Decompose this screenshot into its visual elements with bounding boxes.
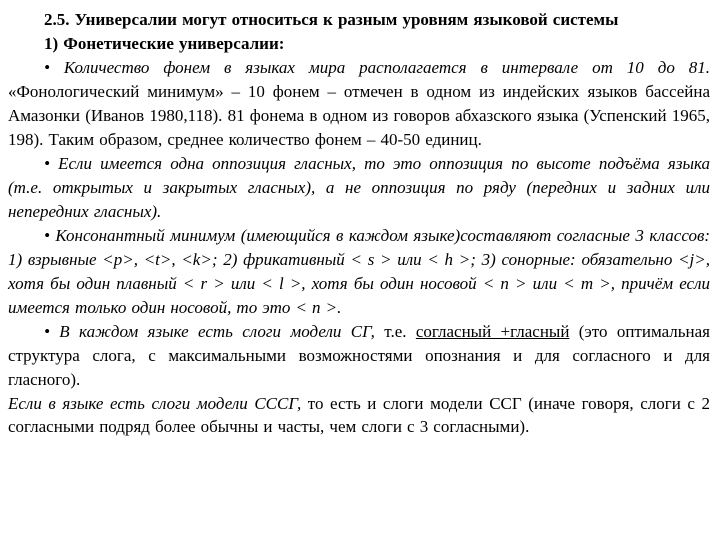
text-run: т.е. <box>374 321 416 341</box>
paragraph <box>8 152 710 224</box>
text-run: • Консонантный минимум (имеющийся в каждом языке)составляют согласные 3 классов: 1) взрывные <p>, <t>, <k>; 2) фрикативный < s > или < h >; 3) сонорные: обязательно <j>, хотя бы один плавный < r > или < l >, хотя бы один носовой < n > или < m >, причём если имеется только один носовой, то это < n >. <box>8 225 710 317</box>
text-run: Если в языке есть слоги модели СССГ, <box>8 393 302 413</box>
text-run: согласный +гласный <box>415 321 570 341</box>
text-run: • Если имеется одна оппозиция гласных, то это оппозиция по высоте подъёма языка (т.е. открытых и закрытых гласных), а не оппозиция по ряду (передних и задних или непередних гласных). <box>8 153 710 221</box>
text-run: «Фонологический минимум» – 10 фонем – отмечен в одном из индейских языков бассейна Амазонки (Иванов 1980,118). 81 фонема в одном из говоров абхазского языка (Успенский 1965, 198). Таким образом, среднее количество фонем – 40-50 единиц. <box>8 81 710 149</box>
text-run: • Количество фонем в языках мира располагается в интервале от 10 до 81. <box>44 57 710 77</box>
document-body <box>8 8 710 439</box>
paragraph <box>8 56 710 152</box>
paragraph <box>8 392 710 440</box>
paragraph <box>8 8 710 32</box>
paragraph <box>8 224 710 320</box>
paragraph <box>8 32 710 56</box>
text-run: • В каждом языке есть слоги модели СГ, <box>44 321 375 341</box>
paragraph <box>8 320 710 392</box>
text-run: (это оптимальная структура слога, с максимальными возможностями опознания и для согласного и для гласного). <box>8 321 710 389</box>
text-run: 2.5. Универсалии могут относиться к разным уровням языковой системы <box>44 10 619 29</box>
text-run: 1) Фонетические универсалии: <box>44 33 285 53</box>
text-run: то есть и слоги модели ССГ (иначе говоря, слоги с 2 согласными подряд более обычны и часты, чем слоги с 3 согласными). <box>8 393 710 437</box>
